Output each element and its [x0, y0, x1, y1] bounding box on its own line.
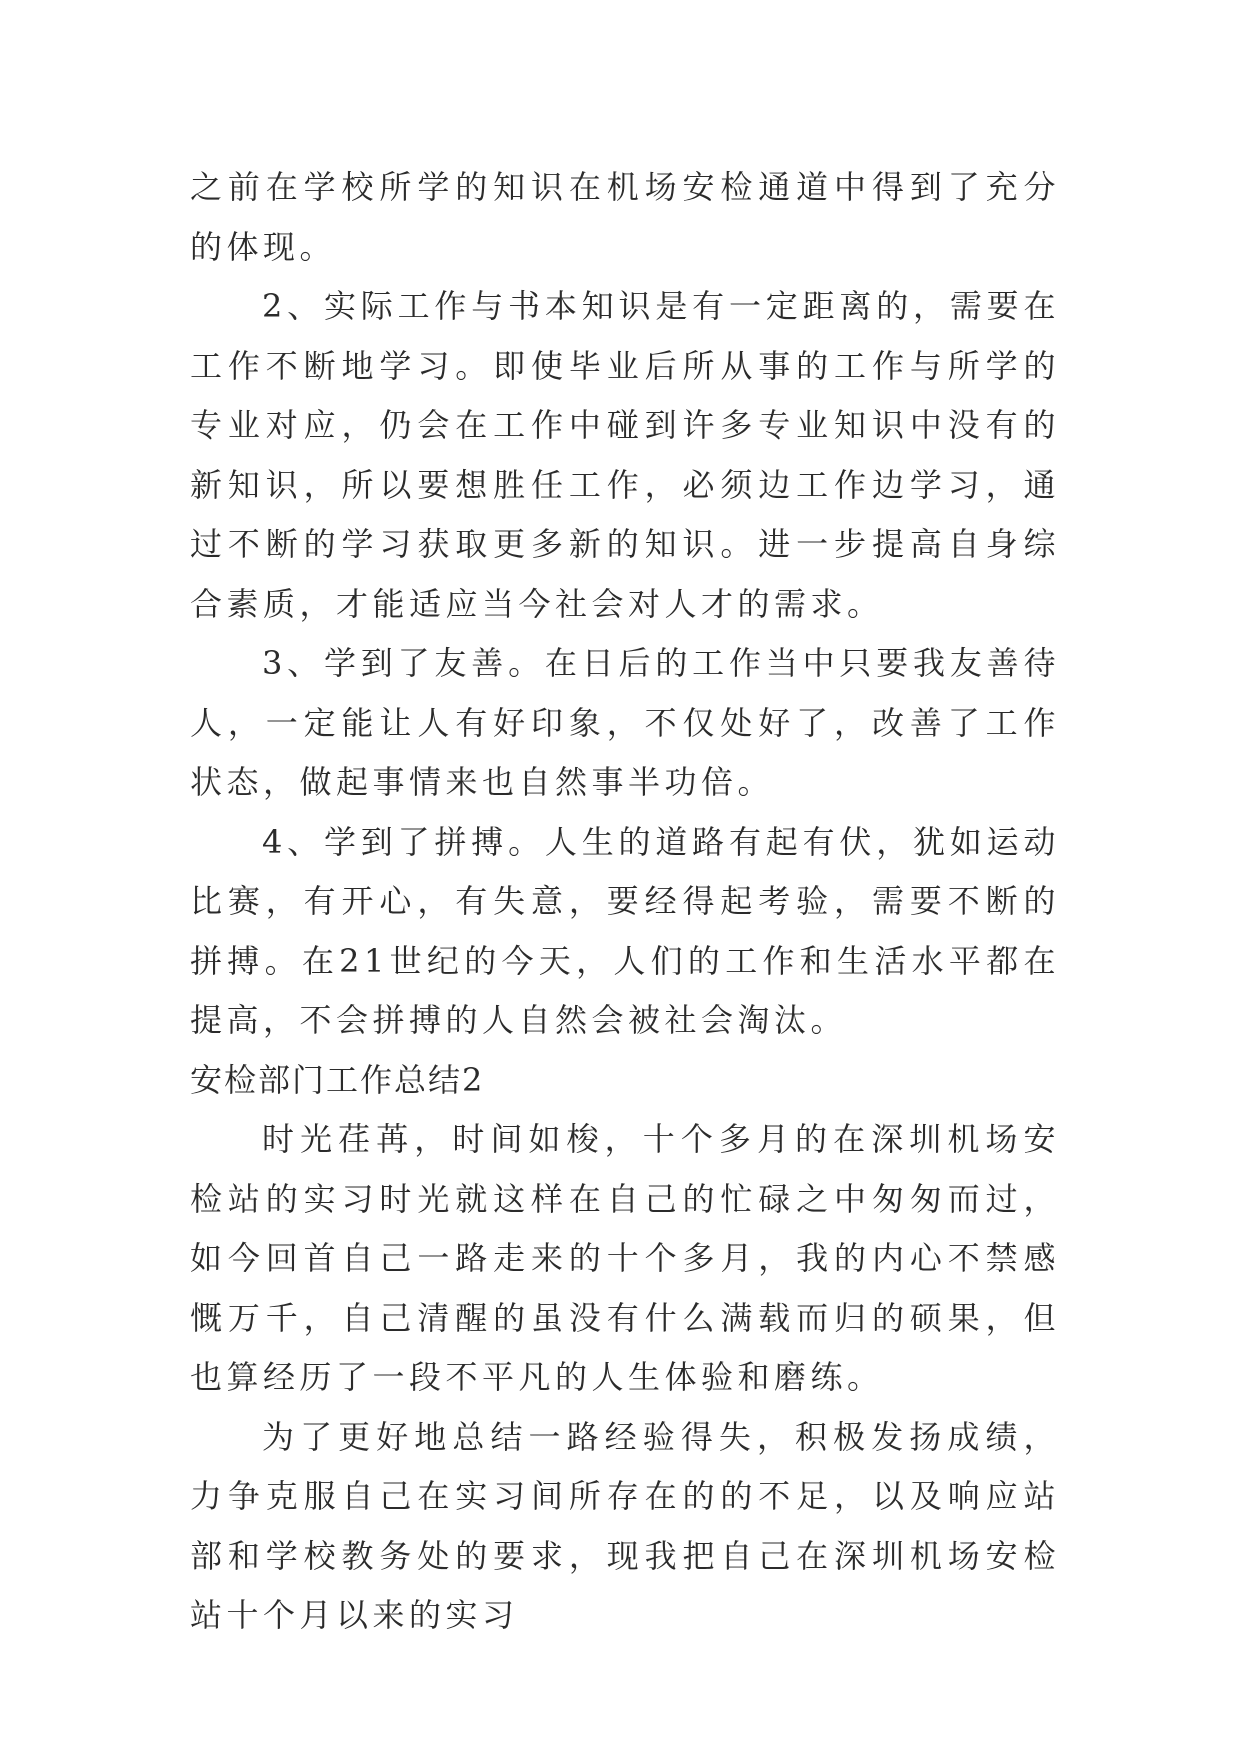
paragraph-intro: 时光荏苒，时间如梭，十个多月的在深圳机场安检站的实习时光就这样在自己的忙碌之中匆匆而过，如今回首自己一路走来的十个多月，我的内心不禁感慨万千，自己清醒的虽没有什么满载而归的硕果，但也算经历了一段不平凡的人生体验和磨练。	[190, 1120, 1060, 1396]
paragraph-item-3: 3、学到了友善。在日后的工作当中只要我友善待人，一定能让人有好印象，不仅处好了，改善了工作状态，做起事情来也自然事半功倍。	[190, 644, 1060, 801]
section-heading: 安检部门工作总结2	[190, 1060, 485, 1099]
paragraph-item-2: 2、实际工作与书本知识是有一定距离的，需要在工作不断地学习。即使毕业后所从事的工作与所学的专业对应，仍会在工作中碰到许多专业知识中没有的新知识，所以要想胜任工作，必须边工作边学习，通过不断的学习获取更多新的知识。进一步提高自身综合素质，才能适应当今社会对人才的需求。	[190, 287, 1060, 623]
paragraph-continuation: 之前在学校所学的知识在机场安检通道中得到了充分的体现。	[190, 168, 1060, 266]
document-body	[190, 158, 1060, 1646]
paragraph-item-4: 4、学到了拼搏。人生的道路有起有伏，犹如运动比赛，有开心，有失意，要经得起考验，需要不断的拼搏。在21世纪的今天，人们的工作和生活水平都在提高，不会拼搏的人自然会被社会淘汰。	[190, 822, 1060, 1039]
paragraph-purpose: 为了更好地总结一路经验得失，积极发扬成绩，力争克服自己在实习间所存在的的不足，以及响应站部和学校教务处的要求，现我把自己在深圳机场安检站十个月以来的实习	[190, 1417, 1060, 1634]
